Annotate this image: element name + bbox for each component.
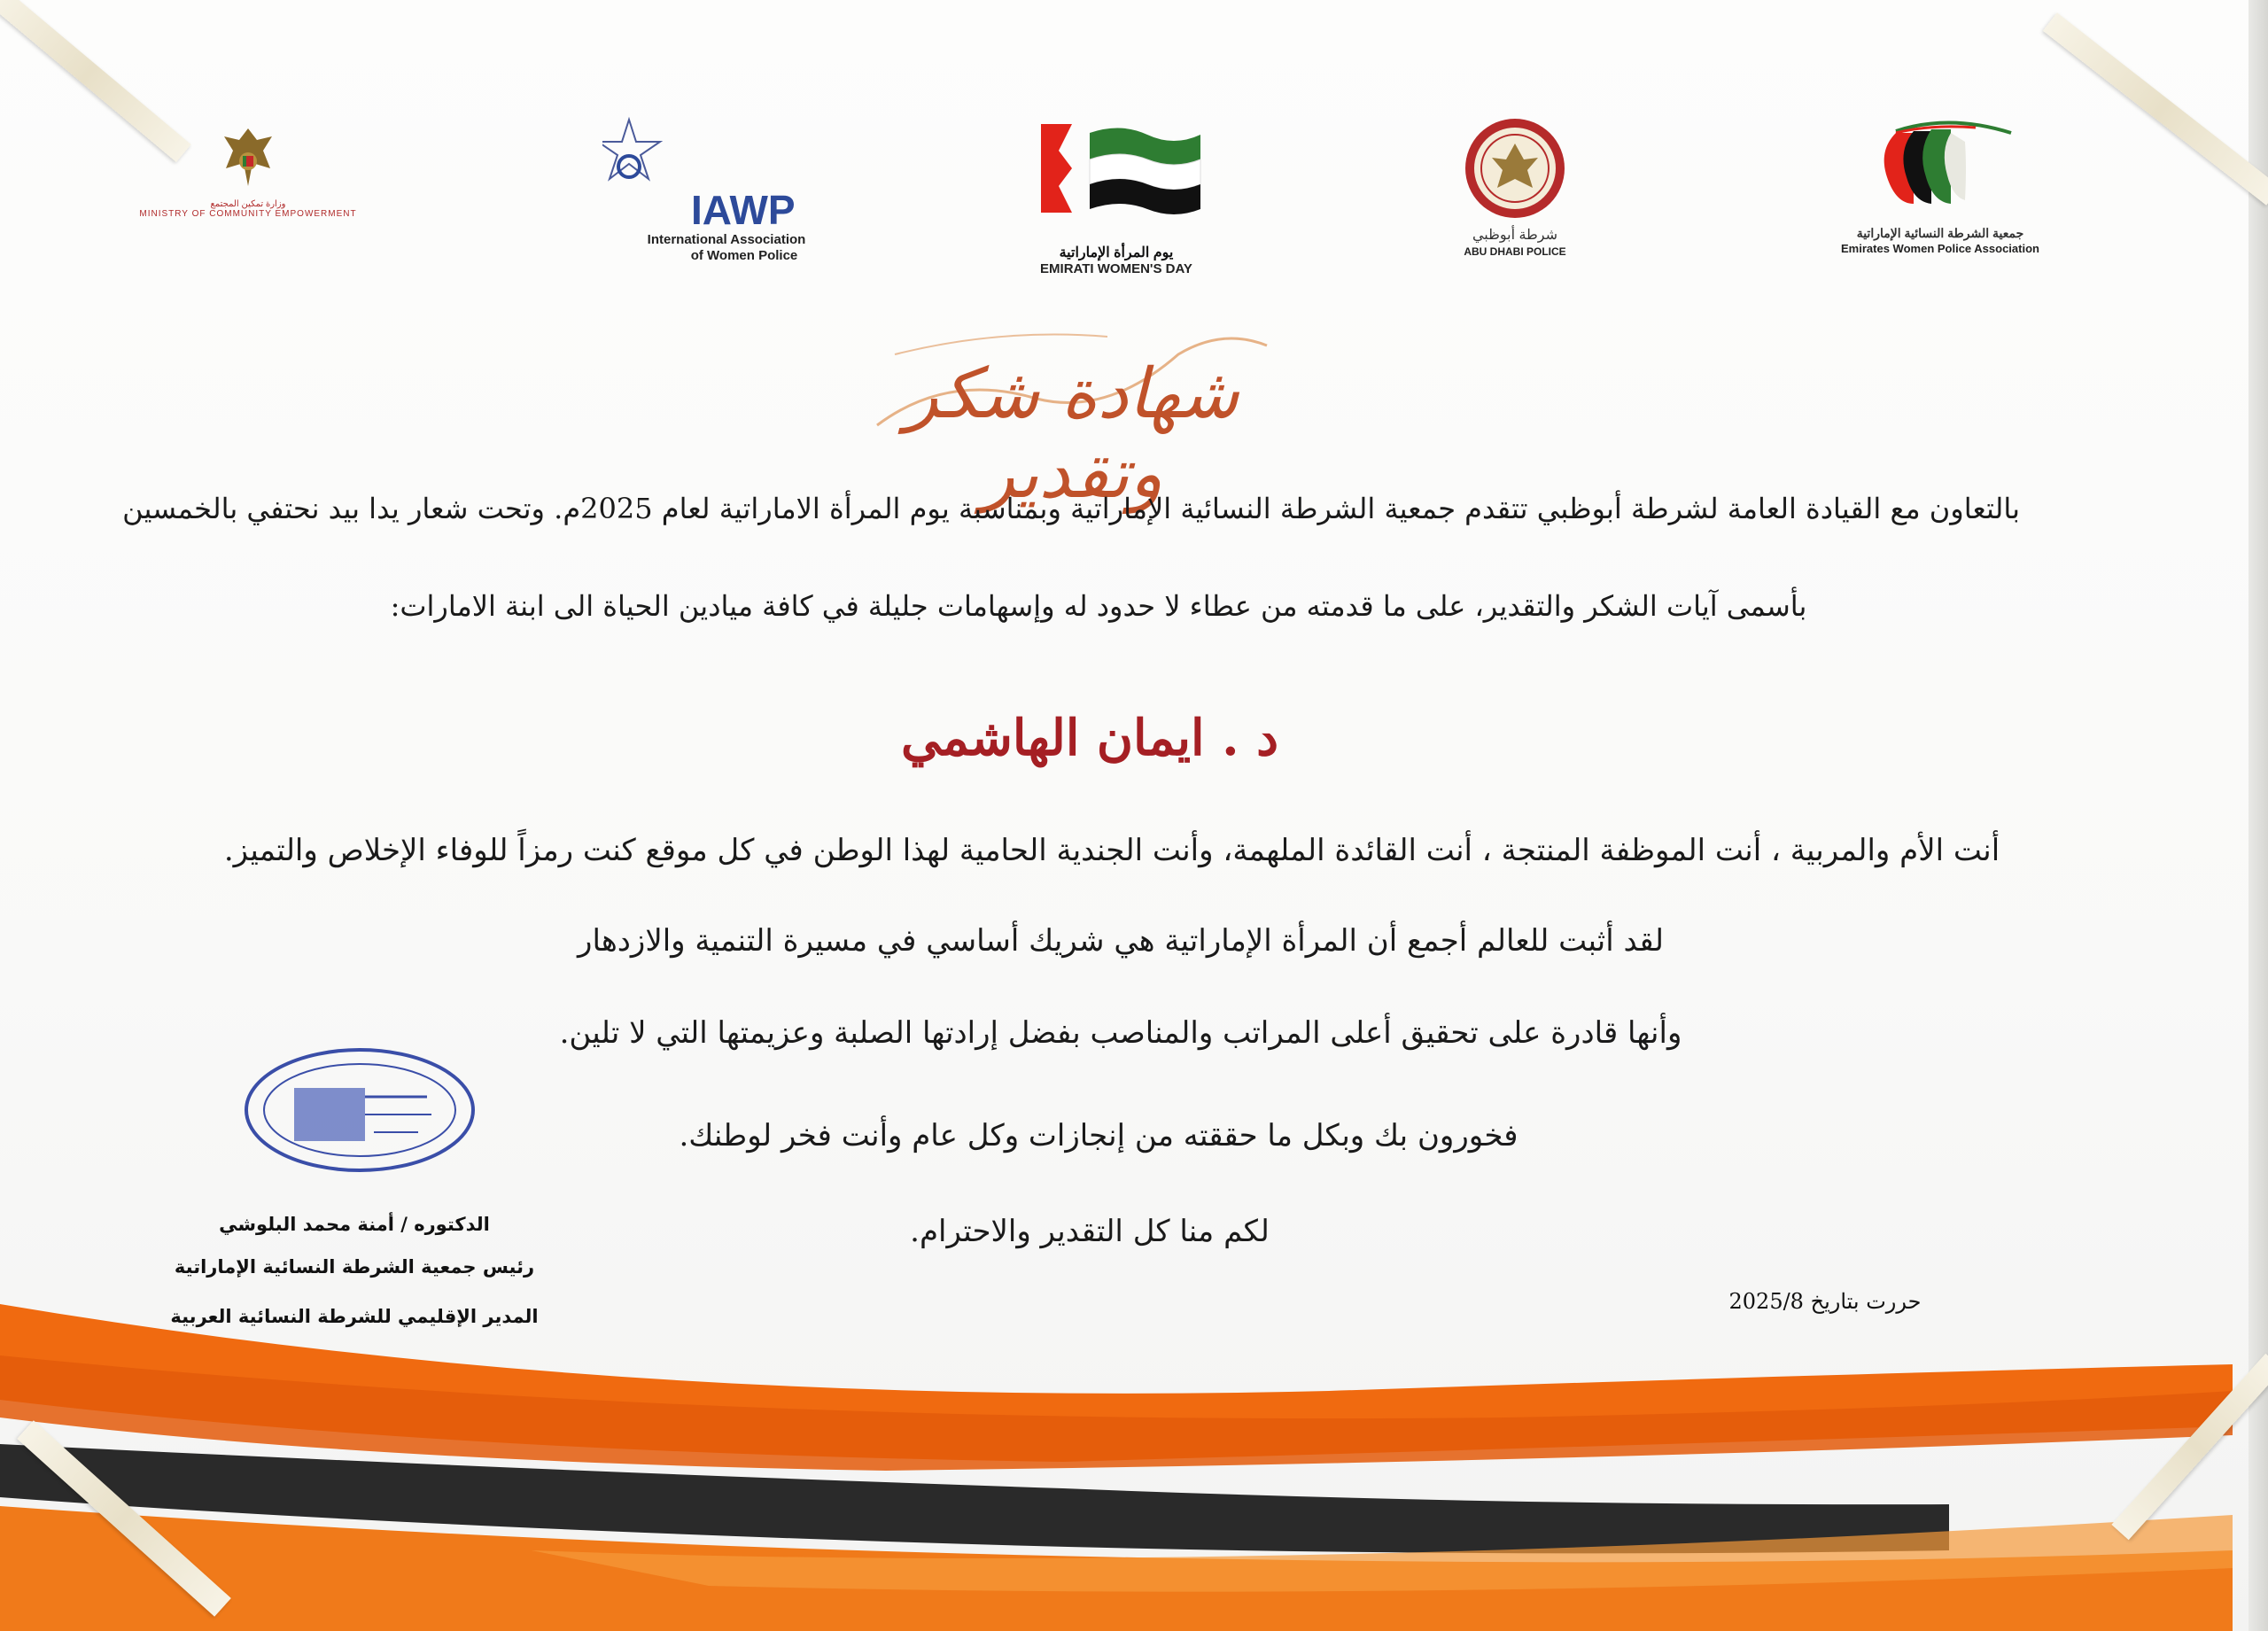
intro-line-2: بأسمى آيات الشكر والتقدير، على ما قدمته من عطاء لا حدود له وإسهامات جليلة في كافة ميادين الحياة الى ابنة الامارات: [390,589,1807,623]
iawp-acronym: IAWP [691,187,796,233]
ewpa-logo [1825,115,2055,257]
signatory-role-1: رئيس جمعية الشرطة النسائية الإماراتية [174,1256,535,1278]
ministry-english: MINISTRY OF COMMUNITY EMPOWERMENT [139,209,357,219]
association-stamp-icon [241,1044,478,1177]
iawp-line1: International Association [647,232,806,247]
ewpa-english: Emirates Women Police Association [1841,242,2039,255]
iawp-line2: of Women Police [690,248,798,263]
closing-line: لكم منا كل التقدير والاحترام. [910,1214,1270,1249]
body-line-2: لقد أثبت للعالم أجمع أن المرأة الإماراتية هي شريك أساسي في مسيرة التنمية والازدهار [578,923,1664,959]
association-stamp [241,1044,478,1177]
ministry-arabic: وزارة تمكين المجتمع [210,199,286,209]
body-line-4: فخورون بك وبكل ما حققته من إنجازات وكل عام وأنت فخر لوطنك. [679,1118,1518,1153]
title-text: شهادة شكر وتقدير [905,354,1239,514]
womens-day-arabic: يوم المرأة الإماراتية [1059,245,1174,260]
ewpa-arabic: جمعية الشرطة النسائية الإماراتية [1856,226,2024,240]
abu-dhabi-police-logo [1435,115,1595,260]
body-line-1: أنت الأم والمربية ، أنت الموظفة المنتجة ، أنت القائدة الملهمة، وأنت الجندية الحامية لهذا الوطن في كل موقع كنت رمزاً للوفاء الإخلاص والتميز. [223,833,2000,868]
issue-date: حررت بتاريخ 2025/8 [1728,1289,1922,1314]
uae-eagle-emblem-icon [217,124,279,195]
intro-line-1: بالتعاون مع القيادة العامة لشرطة أبوظبي تتقدم جمعية الشرطة النسائية الإماراتية وبمناسبة يوم المرأة الاماراتية لعام 2025م. وتحت شعار يدا بيد نحتفي بالخمسين [122,492,2020,525]
women-profiles-icon [1860,115,2020,221]
recipient-name: د . ايمان الهاشمي [900,709,1279,767]
adp-arabic: شرطة أبوظبي [1472,228,1558,243]
police-seal-icon [1462,115,1568,221]
bottom-decoration [0,1285,2268,1631]
signatory-name: الدكتوره / أمنة محمد البلوشي [219,1214,490,1235]
adp-english: ABU DHABI POLICE [1464,245,1566,258]
body-line-3: وأنها قادرة على تحقيق أعلى المراتب والمناصب بفضل إرادتها الصلبة وعزيمتها التي لا تلين. [559,1015,1682,1051]
certificate-title [824,319,1320,514]
womens-day-english: EMIRATI WOMEN'S DAY [1040,261,1192,276]
womens-day-logo [1019,115,1214,277]
star-globe-icon [602,115,682,186]
signatory-role-2: المدير الإقليمي للشرطة النسائية العربية [170,1306,539,1327]
uae-flag-icon [1023,115,1209,239]
